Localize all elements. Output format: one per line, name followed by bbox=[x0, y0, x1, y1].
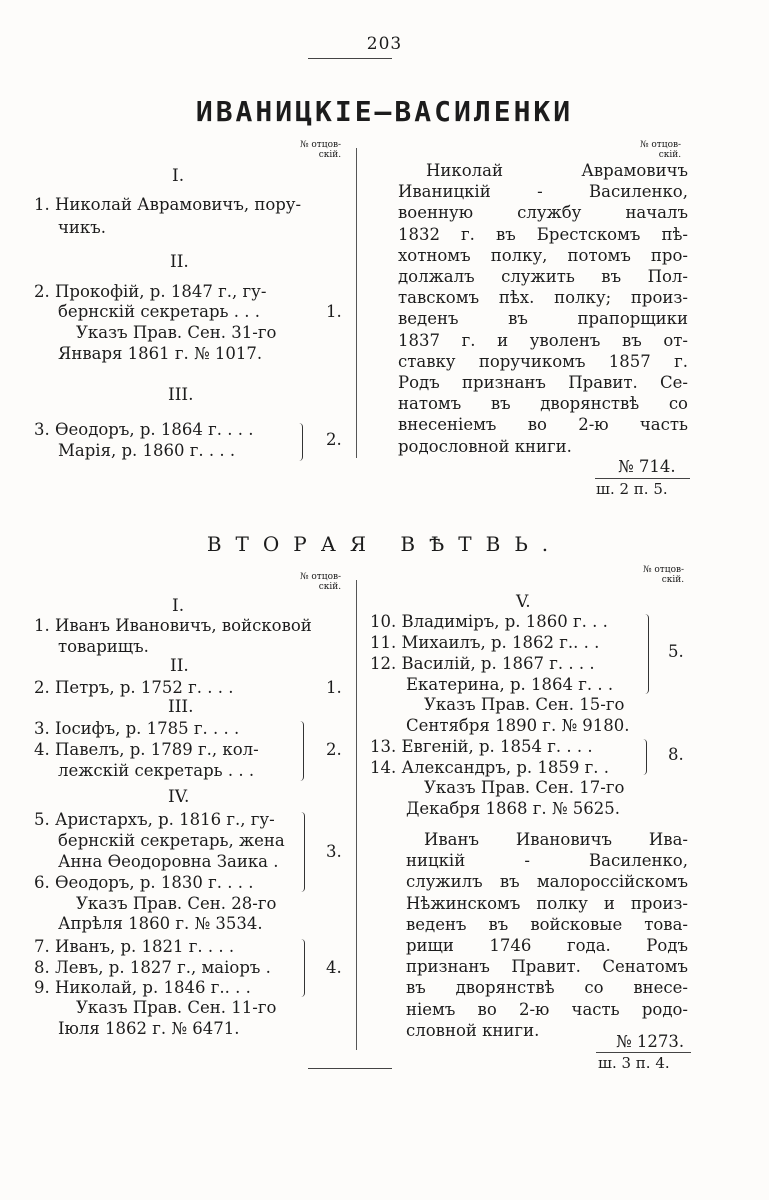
footer-divider bbox=[308, 1068, 392, 1069]
header-divider bbox=[308, 58, 392, 59]
father-number: 5. bbox=[668, 642, 684, 661]
father-number: 4. bbox=[326, 958, 342, 977]
col-header-left-bottom: № отцов- скій. bbox=[300, 572, 342, 592]
entry-line: Указъ Прав. Сен. 17-го bbox=[424, 778, 625, 797]
entry-line: 10. Владиміръ, р. 1860 г. . . bbox=[370, 612, 608, 631]
gen-roman-1: I. bbox=[172, 596, 185, 616]
page-title: ИВАНИЦКІЕ–ВАСИЛЕНКИ bbox=[195, 95, 574, 128]
entry-line: Анна Өеодоровна Заика . bbox=[58, 852, 279, 871]
entry-line: 11. Михаилъ, р. 1862 г.. . . bbox=[370, 633, 600, 652]
entry-line: 4. Павелъ, р. 1789 г., кол- bbox=[34, 740, 259, 759]
entry-line: 3. Өеодоръ, р. 1864 г. . . . bbox=[34, 420, 254, 439]
section-title: ВТОРАЯ ВѢТВЬ. bbox=[206, 532, 563, 556]
entry-line: 8. Левъ, р. 1827 г., маіоръ . bbox=[34, 958, 271, 977]
entry-line: Января 1861 г. № 1017. bbox=[58, 344, 263, 363]
entry-line: 12. Василій, р. 1867 г. . . . bbox=[370, 654, 595, 673]
brace bbox=[299, 423, 303, 461]
gen-roman-1: I. bbox=[172, 166, 185, 186]
reference-shelf: ш. 2 п. 5. bbox=[596, 480, 668, 498]
entry-line: 2. Прокофій, р. 1847 г., гу- bbox=[34, 282, 267, 301]
col-header-left-top: № отцов- скій. bbox=[300, 140, 342, 160]
entry-line: бернскій секретарь, жена bbox=[58, 831, 285, 850]
entry-line: Указъ Прав. Сен. 15-го bbox=[424, 695, 625, 714]
brace bbox=[643, 739, 647, 775]
father-number: 1. bbox=[326, 678, 342, 697]
col-header-right-bottom: № отцов- скій. bbox=[643, 565, 685, 585]
entry-line: лежскій секретарь . . . bbox=[58, 761, 255, 780]
entry-line: Апрѣля 1860 г. № 3534. bbox=[58, 914, 263, 933]
reference-rule bbox=[596, 1052, 691, 1053]
bottom-column-rule bbox=[356, 580, 357, 1050]
gen-roman-2: II. bbox=[170, 252, 189, 272]
entry-line: Указъ Прав. Сен. 31-го bbox=[76, 323, 277, 342]
entry-line: чикъ. bbox=[58, 218, 106, 237]
gen-roman-3: III. bbox=[168, 385, 194, 405]
entry-line: Сентября 1890 г. № 9180. bbox=[406, 716, 630, 735]
entry-line: 2. Петръ, р. 1752 г. . . . bbox=[34, 678, 234, 697]
entry-line: товарищъ. bbox=[58, 637, 149, 656]
entry-line: 14. Александръ, р. 1859 г. . bbox=[370, 758, 609, 777]
entry-line: 6. Өеодоръ, р. 1830 г. . . . bbox=[34, 873, 254, 892]
reference-number: № 1273. bbox=[616, 1032, 685, 1051]
entry-line: 13. Евгеній, р. 1854 г. . . . bbox=[370, 737, 593, 756]
entry-line: Іюля 1862 г. № 6471. bbox=[58, 1019, 240, 1038]
top-column-rule bbox=[356, 148, 357, 458]
gen-roman-5: V. bbox=[516, 592, 531, 612]
entry-line: 9. Николай, р. 1846 г.. . . bbox=[34, 978, 251, 997]
father-number: 1. bbox=[326, 302, 342, 321]
gen-roman-3: III. bbox=[168, 697, 194, 717]
entry-line: Декабря 1868 г. № 5625. bbox=[406, 799, 620, 818]
gen-roman-4: IV. bbox=[168, 787, 190, 807]
gen-roman-2: II. bbox=[170, 656, 189, 676]
reference-shelf: ш. 3 п. 4. bbox=[598, 1054, 670, 1072]
brace bbox=[301, 812, 305, 892]
entry-line: Екатерина, р. 1864 г. . . bbox=[406, 675, 614, 694]
father-number: 2. bbox=[326, 740, 342, 759]
bio-paragraph-1: Николай Аврамовичъ Иваницкій - Василенко, военную службу началъ 1832 г. въ Брестскомъ пѣ- хотномъ полку, потомъ про- должалъ служить въ Пол- тавскомъ пѣх. полку; произ- веденъ въ прапорщики 1837 г. и уволенъ въ от- ставку поручикомъ 1857 г. Родъ признанъ Правит. Се- натомъ въ дворянствѣ со внесеніемъ во 2-ю часть родословной книги. bbox=[398, 161, 688, 456]
father-number: 3. bbox=[326, 842, 342, 861]
brace bbox=[301, 939, 305, 997]
brace bbox=[300, 721, 304, 781]
father-number: 2. bbox=[326, 430, 342, 449]
reference-number: № 714. bbox=[618, 457, 676, 476]
page-number: 203 bbox=[366, 34, 403, 54]
bio-paragraph-2: Иванъ Ивановичъ Ива- ницкій - Василенко, служилъ въ малороссійскомъ Нѣжинскомъ полку и произ- веденъ въ войсковые това- рищи 1746 года. Родъ признанъ Правит. Сенатомъ въ дворянствѣ со внесе- ніемъ во 2-ю часть родо- словной книги. bbox=[406, 830, 688, 1040]
entry-line: 5. Аристархъ, р. 1816 г., гу- bbox=[34, 810, 275, 829]
entry-line: 1. Иванъ Ивановичъ, войсковой bbox=[34, 616, 312, 635]
entry-line: Указъ Прав. Сен. 28-го bbox=[76, 894, 277, 913]
entry-line: 1. Николай Аврамовичъ, пору- bbox=[34, 195, 302, 214]
entry-line: Указъ Прав. Сен. 11-го bbox=[76, 998, 277, 1017]
father-number: 8. bbox=[668, 745, 684, 764]
brace bbox=[645, 614, 649, 694]
reference-rule bbox=[595, 478, 690, 479]
entry-line: 7. Иванъ, р. 1821 г. . . . bbox=[34, 937, 235, 956]
entry-line: Марія, р. 1860 г. . . . bbox=[58, 441, 236, 460]
entry-line: бернскій секретарь . . . bbox=[58, 302, 260, 321]
entry-line: 3. Іосифъ, р. 1785 г. . . . bbox=[34, 719, 240, 738]
col-header-right-top: № отцов- скій. bbox=[640, 140, 682, 160]
